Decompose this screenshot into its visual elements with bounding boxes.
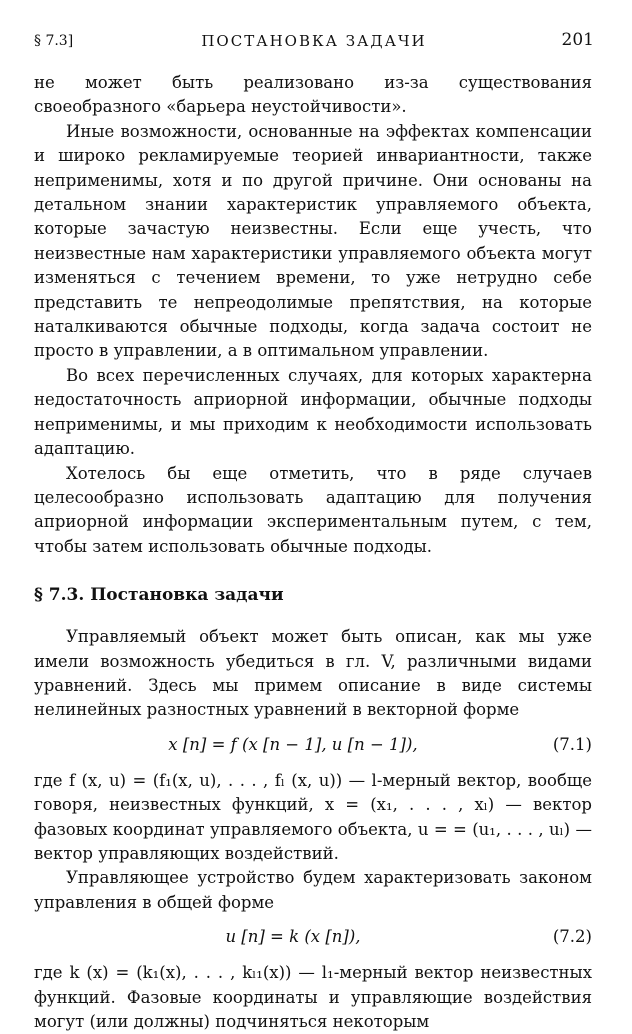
paragraph-control-law: Управляющее устройство будем характеризовать законом управления в общей форме <box>34 868 592 912</box>
equation-7-1 <box>34 729 592 763</box>
header-title: ПОСТАНОВКА ЗАДАЧИ <box>201 32 427 50</box>
paragraph-compensation: Иные возможности, основанные на эффектах компенсации и широко рекламируемые теорией инвариантности, также неприменимы, хотя и по другой причине. Они основаны на детальном знании характеристик управляемого объекта, которые зачастую неизвестны. Если еще учесть, что неизвестные нам характеристики управляемого объекта могут изменяться с течением времени, то уже нетрудно себе представить те непреодолимые препятствия, на которые наталкиваются обычные подходы, когда задача состоит не просто в управлении, а в оптимальном управлении. <box>34 121 592 361</box>
paragraph-where-k: где k (x) = (k₁(x), . . . , kₗ₁(x)) — l₁-мерный вектор неизвестных функций. Фазовые координаты и управляющие воздействия могут (или должны) подчиняться некоторым <box>34 963 592 1031</box>
equation-7-2-number: (7.2) <box>552 927 592 947</box>
paragraph-continuation: не может быть реализовано из-за существования своеобразного «барьера неустойчивости». <box>34 73 592 117</box>
section-heading: § 7.3. Постановка задачи <box>34 585 284 606</box>
equation-7-1-formula: x [n] = f (x [n − 1], u [n − 1]), <box>168 734 418 754</box>
running-header <box>34 30 594 56</box>
paragraph-object-description: Управляемый объект может быть описан, как мы уже имели возможность убедиться в гл. V, различными видами уравнений. Здесь мы примем описание в виде системы нелинейных разностных уравнений в векторной форме <box>34 627 592 720</box>
equation-7-2 <box>34 921 592 955</box>
header-section-ref: § 7.3] <box>34 33 74 49</box>
equation-7-1-number: (7.1) <box>552 734 592 754</box>
paragraph-where-f: где f (x, u) = (f₁(x, u), . . . , fₗ (x, u)) — l-мерный вектор, вообще говоря, неизвестных функций, x = (x₁, . . . , xₗ) — вектор фазовых координат управляемого объекта, u = = (u₁, . . . , uₗ) — вектор управляющих воздействий. <box>34 770 592 863</box>
paragraph-experimental: Хотелось бы еще отметить, что в ряде случаев целесообразно использовать адаптацию для получения априорной информации экспериментальным путем, с тем, чтобы затем использовать обычные подходы. <box>34 463 592 556</box>
paragraph-insufficiency: Во всех перечисленных случаях, для которых характерна недостаточность априорной информации, обычные подходы неприменимы, и мы приходим к необходимости использовать адаптацию. <box>34 365 592 459</box>
page-number: 201 <box>561 30 594 50</box>
page-body <box>34 71 592 1034</box>
equation-7-2-formula: u [n] = k (x [n]), <box>225 927 361 947</box>
